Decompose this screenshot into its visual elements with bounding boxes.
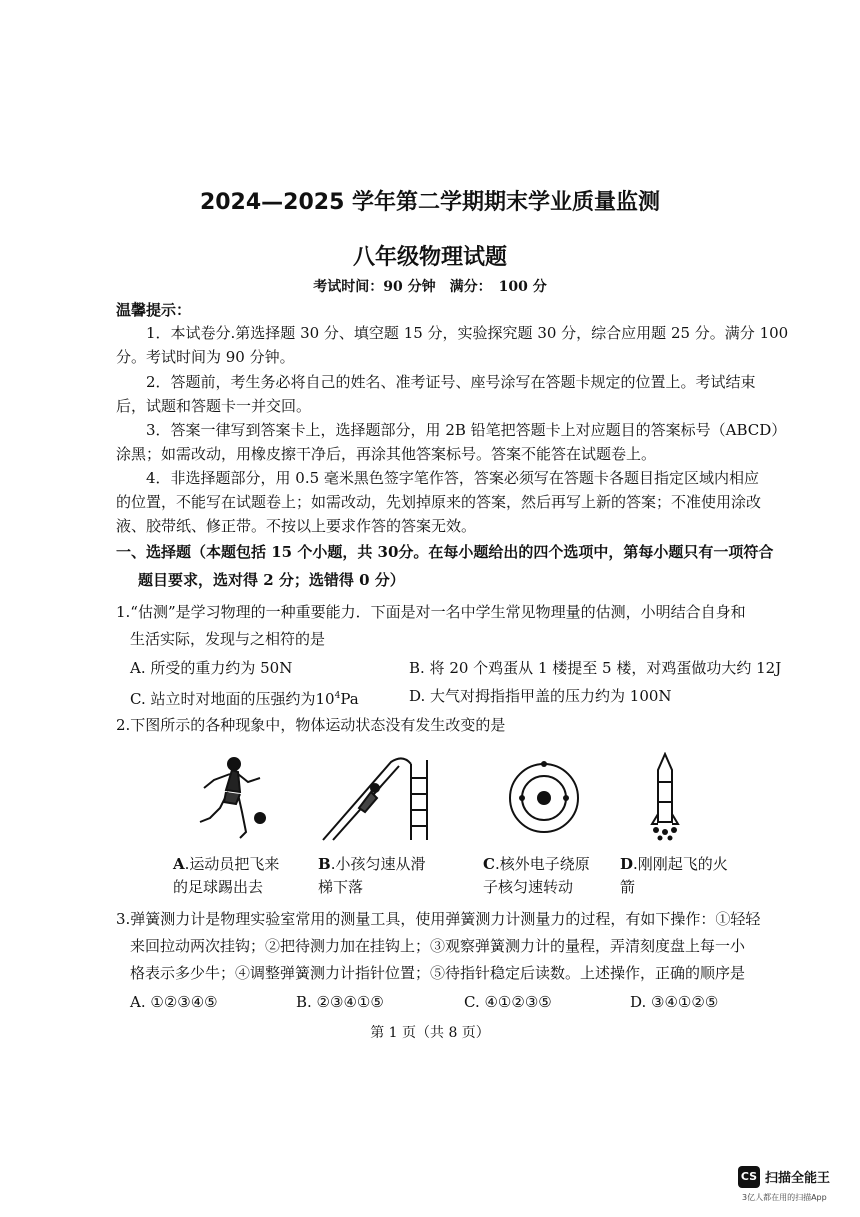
q1-option-a: A. 所受的重力约为 50N: [130, 659, 293, 677]
footballer-figure: [190, 752, 280, 847]
q1-stem: 1.“估测”是学习物理的一种重要能力．下面是对一名中学生常见物理量的估测，小明结合自身和: [116, 603, 746, 621]
caption-b: B.小孩匀速从滑: [318, 855, 426, 873]
watermark-tagline: 3亿人都在用的扫描App: [742, 1193, 827, 1202]
section-heading: 一、选择题（本题包括 15 个小题，共 30分。在每小题给出的四个选项中，第每小题只有一项符合: [116, 543, 774, 561]
caption-c: C.核外电子绕原: [483, 855, 590, 873]
atom-figure: [506, 760, 582, 836]
notice-line: 的位置，不能写在试题卷上；如需改动，先划掉原来的答案，然后再写上新的答案；不准使用涂改: [116, 493, 762, 511]
q3-stem-cont: 格表示多少牛；④调整弹簧测力计指针位置；⑤待指针稳定后读数。上述操作，正确的顺序是: [130, 964, 746, 982]
q3-option-c: C. ④①②③⑤: [464, 993, 552, 1011]
q2-stem: 2.下图所示的各种现象中，物体运动状态没有发生改变的是: [116, 716, 506, 734]
exam-info: 考试时间：90 分钟 满分： 100 分: [313, 279, 547, 295]
caption-d-cont: 箭: [620, 878, 636, 896]
q3-option-a: A. ①②③④⑤: [130, 993, 218, 1011]
notice-line: 1．本试卷分.第选择题 30 分、填空题 15 分，实验探究题 30 分，综合应用题 25 分。满分 100: [146, 324, 789, 342]
q3-stem: 3.弹簧测力计是物理实验室常用的测量工具，使用弹簧测力计测量力的过程，有如下操作：①轻轻: [116, 910, 761, 928]
page-number: 第 1 页（共 8 页）: [370, 1025, 490, 1041]
notice-line: 后，试题和答题卡一并交回。: [116, 397, 312, 415]
slide-figure: [315, 752, 435, 847]
q1-stem-cont: 生活实际，发现与之相符的是: [130, 630, 326, 648]
caption-a: A.运动员把飞来: [173, 855, 280, 873]
rocket-figure: [648, 752, 682, 842]
caption-c-cont: 子核匀速转动: [483, 878, 574, 896]
section-heading-cont: 题目要求，选对得 2 分；选错得 0 分）: [138, 571, 405, 589]
q3-option-d: D. ③④①②⑤: [630, 993, 719, 1011]
notice-line: 涂黑；如需改动，用橡皮擦干净后，再涂其他答案标号。答案不能答在试题卷上。: [116, 445, 657, 463]
notice-line: 4．非选择题部分，用 0.5 毫米黑色签字笔作答，答案必须写在答题卡各题目指定区域内相应: [146, 469, 759, 487]
exam-title: 2024—2025 学年第二学期期末学业质量监测: [199, 190, 661, 215]
camscanner-logo-icon: CS: [738, 1166, 760, 1188]
notice-line: 液、胶带纸、修正带。不按以上要求作答的答案无效。: [116, 517, 477, 535]
exam-subtitle: 八年级物理试题: [352, 245, 507, 270]
q1-option-c: C. 站立时对地面的压强约为$10^4Pa$: [130, 690, 359, 708]
notice-line: 分。考试时间为 90 分钟。: [116, 348, 295, 366]
caption-a-cont: 的足球踢出去: [173, 878, 264, 896]
notice-line: 2．答题前，考生务必将自己的姓名、准考证号、座号涂写在答题卡规定的位置上。考试结束: [146, 373, 756, 391]
caption-d: D.刚刚起飞的火: [620, 855, 728, 873]
notice-line: 3．答案一律写到答案卡上，选择题部分，用 2B 铅笔把答题卡上对应题目的答案标号（ABCD）: [146, 421, 787, 439]
q3-stem-cont: 来回拉动两次挂钩；②把待测力加在挂钩上；③观察弹簧测力计的量程，弄清刻度盘上每一小: [130, 937, 746, 955]
watermark-brand: 扫描全能王: [765, 1171, 831, 1186]
caption-b-cont: 梯下落: [318, 878, 364, 896]
q1-option-b: B. 将 20 个鸡蛋从 1 楼提至 5 楼，对鸡蛋做功大约 12J: [409, 659, 782, 677]
q1-option-d: D. 大气对拇指指甲盖的压力约为 100N: [409, 687, 672, 705]
q3-option-b: B. ②③④①⑤: [296, 993, 384, 1011]
notice-heading-text: 温馨提示：: [116, 301, 192, 319]
